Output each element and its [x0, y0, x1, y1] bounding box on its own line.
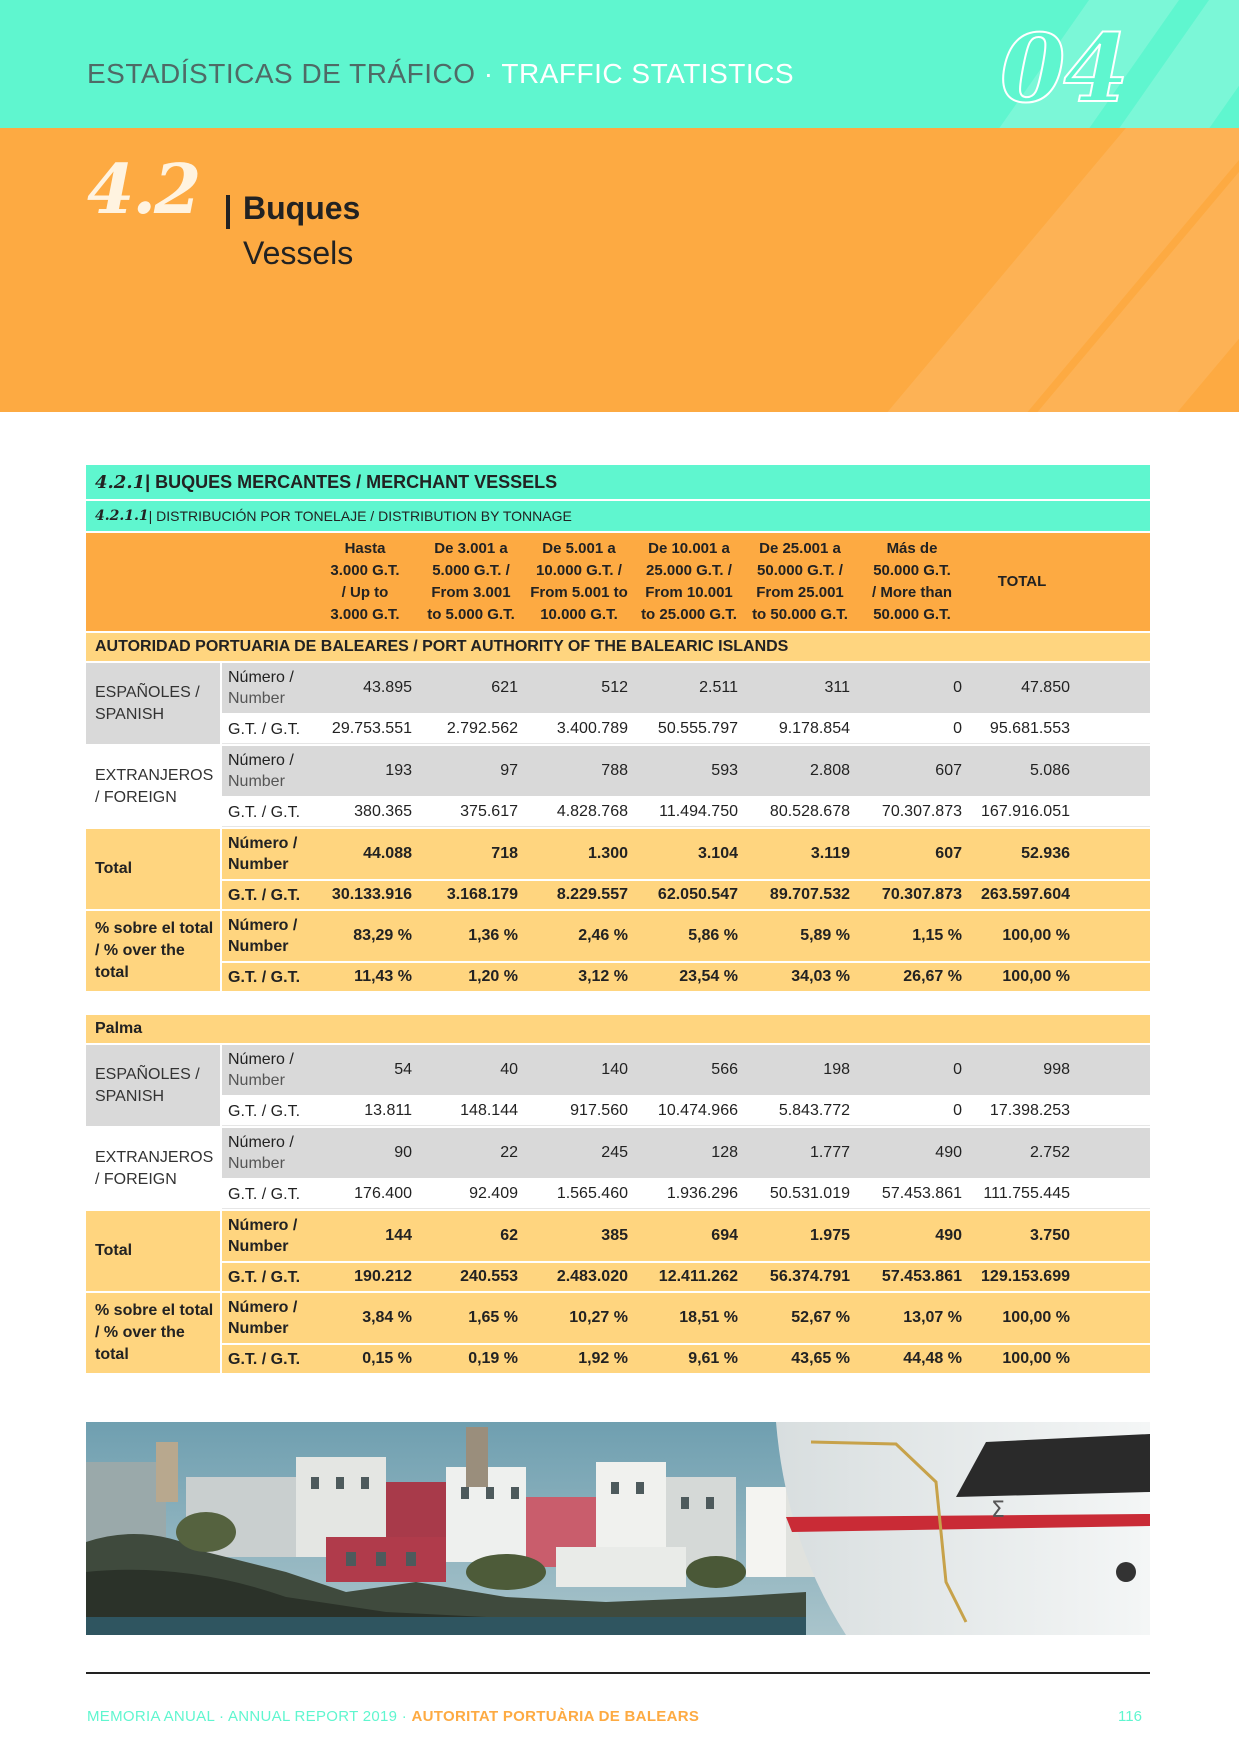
row-label	[222, 1049, 314, 1091]
table-cell: 80.528.678	[769, 803, 850, 820]
table-cell: 176.400	[354, 1185, 412, 1202]
table-cell: 512	[601, 679, 628, 696]
harbor-photo-illustration	[86, 1422, 1150, 1635]
column-header: Hasta 3.000 G.T. / Up to 3.000 G.T.	[330, 540, 400, 623]
table-cell: 566	[711, 1061, 738, 1078]
group-header: AUTORIDAD PORTUARIA DE BALEARES / PORT AUTHORITY OF THE BALEARIC ISLANDS	[86, 633, 1150, 661]
row-label-en: Number	[228, 1238, 289, 1255]
table-cell: 998	[1043, 1061, 1070, 1078]
table-cell: 0	[953, 720, 962, 737]
table-cell: 34,03 %	[791, 968, 850, 985]
table-cell: 70.307.873	[881, 886, 962, 903]
block-label-es: ESPAÑOLES /	[95, 1065, 200, 1083]
table-cell: 5,89 %	[800, 927, 850, 944]
column-header-row	[86, 533, 1150, 631]
table-cell: 57.453.861	[881, 1268, 962, 1285]
table-cell: 13,07 %	[903, 1309, 962, 1326]
table-cell: 111.755.445	[983, 1185, 1070, 1202]
table-cell: 29.753.551	[331, 720, 412, 737]
subsection-divider	[226, 195, 230, 229]
table-cell: 12.411.262	[658, 1268, 738, 1285]
table-cell: 380.365	[354, 803, 412, 820]
table-cell: 97	[500, 762, 518, 779]
table-cell: 2.792.562	[446, 720, 518, 737]
row-label	[222, 667, 314, 709]
row-label: G.T. / G.T.	[228, 1102, 301, 1120]
table-cell: 50.531.019	[769, 1185, 850, 1202]
table-cell: 607	[935, 845, 962, 862]
row-label	[222, 833, 314, 875]
section-title	[87, 58, 794, 90]
column-header: De 10.001 a 25.000 G.T. / From 10.001 to 25.000 G.T.	[641, 540, 737, 623]
table-cell: 2.808	[809, 762, 850, 779]
stats-table	[86, 465, 1150, 1373]
table-cell: 18,51 %	[679, 1309, 738, 1326]
summary-block	[86, 911, 1150, 991]
section-title-es: ESTADÍSTICAS DE TRÁFICO	[87, 58, 476, 89]
group-header: Palma	[86, 1015, 1150, 1043]
table-cell: 198	[823, 1061, 850, 1078]
table-cell: 10.474.966	[657, 1102, 738, 1119]
block-label	[86, 663, 220, 744]
table-cell: 9,61 %	[688, 1350, 738, 1367]
table-cell: 26,67 %	[903, 968, 962, 985]
number-row	[222, 911, 1150, 961]
table-cell: 788	[601, 762, 628, 779]
footer-rule	[86, 1672, 1150, 1674]
table-cell: 22	[500, 1144, 518, 1161]
table-cell: 13.811	[364, 1102, 412, 1119]
table-cell: 70.307.873	[881, 803, 962, 820]
table-cell: 3.168.179	[446, 886, 518, 903]
row-label-en: Number	[228, 1155, 285, 1172]
table-cell: 8.229.557	[556, 886, 628, 903]
table-cell: 148.144	[460, 1102, 518, 1119]
row-label	[222, 1215, 314, 1257]
table-cell: 1.936.296	[666, 1185, 738, 1202]
number-row	[222, 1293, 1150, 1343]
column-header: Más de 50.000 G.T. / More than 50.000 G.T.	[871, 540, 952, 623]
table-cell: 1,65 %	[468, 1309, 518, 1326]
table-cell: 54	[394, 1061, 412, 1078]
number-row	[222, 1128, 1150, 1178]
row-label-en: Number	[228, 1320, 289, 1337]
row-label: G.T. / G.T.	[228, 1268, 301, 1286]
table-cell: 1.975	[809, 1227, 850, 1244]
number-row	[222, 663, 1150, 713]
table-cell: 9.178.854	[778, 720, 850, 737]
data-block	[86, 1045, 1150, 1126]
table-cell: 30.133.916	[331, 886, 412, 903]
table-cell: 83,29 %	[353, 927, 412, 944]
gt-row	[222, 963, 1150, 991]
gt-row	[222, 715, 1150, 744]
table-cell: 263.597.604	[981, 886, 1070, 903]
row-label	[222, 1132, 314, 1174]
table-cell: 1,92 %	[578, 1350, 628, 1367]
row-label: G.T. / G.T.	[228, 1185, 301, 1203]
table-cell: 167.916.051	[981, 803, 1070, 820]
table-cell: 144	[385, 1227, 412, 1244]
table-cell: 11,43 %	[354, 968, 412, 985]
table-cell: 0	[953, 1102, 962, 1119]
row-label-es: Número /	[228, 1051, 294, 1068]
block-label-en: / FOREIGN	[95, 1170, 177, 1188]
block-label-es: EXTRANJEROS	[95, 1148, 214, 1166]
table-cell: 47.850	[1021, 679, 1070, 696]
table-cell: 1,36 %	[468, 927, 518, 944]
block-label-en: / FOREIGN	[95, 788, 177, 806]
gt-row	[222, 1097, 1150, 1126]
page-number: 116	[1118, 1708, 1142, 1725]
table-cell: 490	[935, 1144, 962, 1161]
row-label-es: Número /	[228, 752, 294, 769]
table-subtitle-text: | DISTRIBUCIÓN POR TONELAJE / DISTRIBUTION BY TONNAGE	[148, 508, 572, 524]
table-cell: 43.895	[363, 679, 412, 696]
row-label	[222, 915, 314, 957]
table-cell: 1.300	[587, 845, 628, 862]
data-block	[86, 663, 1150, 744]
row-label: G.T. / G.T.	[228, 886, 301, 904]
block-label-es: % sobre el total / % over the total	[95, 1302, 214, 1363]
table-cell: 3.119	[810, 845, 850, 862]
block-label-es: Total	[95, 1242, 133, 1259]
table-cell: 593	[711, 762, 738, 779]
row-label: G.T. / G.T.	[228, 803, 301, 821]
table-subtitle	[86, 501, 1150, 531]
table-body	[86, 633, 1150, 1373]
gt-row	[222, 1180, 1150, 1209]
title-separator: ·	[475, 58, 502, 89]
table-cell: 3,12 %	[578, 968, 628, 985]
table-cell: 2.752	[1029, 1144, 1070, 1161]
table-cell: 375.617	[460, 803, 518, 820]
number-row	[222, 746, 1150, 796]
footer-text	[87, 1708, 699, 1725]
row-label	[222, 750, 314, 792]
row-label-es: Número /	[228, 1217, 298, 1234]
block-label	[86, 1128, 220, 1209]
row-label-en: Number	[228, 690, 285, 707]
table-cell: 40	[500, 1061, 518, 1078]
gt-row	[222, 1263, 1150, 1291]
table-cell: 190.212	[354, 1268, 412, 1285]
table-cell: 100,00 %	[1002, 1350, 1070, 1367]
table-title	[86, 465, 1150, 499]
table-cell: 0	[953, 1061, 962, 1078]
group-spacer	[86, 991, 1150, 1013]
row-label-en: Number	[228, 773, 285, 790]
table-cell: 621	[491, 679, 518, 696]
block-label	[86, 1211, 220, 1291]
number-row	[222, 829, 1150, 879]
summary-block	[86, 1211, 1150, 1291]
table-cell: 52,67 %	[791, 1309, 850, 1326]
table-cell: 311	[824, 679, 850, 696]
data-block	[86, 746, 1150, 827]
summary-block	[86, 1293, 1150, 1373]
table-cell: 490	[935, 1227, 962, 1244]
table-cell: 3.104	[697, 845, 738, 862]
table-cell: 90	[394, 1144, 412, 1161]
table-subtitle-number: 4.2.1.1	[95, 508, 149, 524]
table-cell: 3.750	[1029, 1227, 1070, 1244]
row-label: G.T. / G.T.	[228, 720, 301, 738]
table-cell: 57.453.861	[881, 1185, 962, 1202]
table-cell: 2.483.020	[556, 1268, 628, 1285]
table-cell: 11.494.750	[659, 803, 738, 820]
table-cell: 5.843.772	[778, 1102, 850, 1119]
table-cell: 44,48 %	[903, 1350, 962, 1367]
table-cell: 607	[935, 762, 962, 779]
header-corner	[86, 533, 312, 631]
table-cell: 129.153.699	[981, 1268, 1070, 1285]
table-cell: 100,00 %	[1002, 968, 1070, 985]
block-label-es: EXTRANJEROS	[95, 766, 214, 784]
table-cell: 240.553	[460, 1268, 518, 1285]
table-cell: 4.828.768	[556, 803, 628, 820]
row-label-es: Número /	[228, 669, 294, 686]
table-title-text: | BUQUES MERCANTES / MERCHANT VESSELS	[145, 471, 558, 492]
table-cell: 52.936	[1021, 845, 1070, 862]
chapter-number: 04	[1000, 14, 1127, 124]
block-label-en: SPANISH	[95, 705, 165, 723]
subsection-number: 4.2	[87, 150, 200, 230]
subsection-title-es: Buques	[243, 190, 361, 226]
row-label-es: Número /	[228, 835, 298, 852]
table-cell: 128	[711, 1144, 738, 1161]
table-cell: 44.088	[363, 845, 412, 862]
block-label-es: Total	[95, 860, 133, 877]
table-cell: 5,86 %	[688, 927, 738, 944]
table-cell: 92.409	[469, 1185, 518, 1202]
table-title-number: 4.2.1	[95, 471, 146, 493]
row-label-es: Número /	[228, 1299, 298, 1316]
table-cell: 694	[711, 1227, 738, 1244]
table-cell: 140	[601, 1061, 628, 1078]
block-label-es: ESPAÑOLES /	[95, 683, 200, 701]
table-cell: 89.707.532	[769, 886, 850, 903]
table-cell: 23,54 %	[679, 968, 738, 985]
block-label	[86, 1045, 220, 1126]
table-cell: 43,65 %	[791, 1350, 850, 1367]
table-cell: 100,00 %	[1002, 927, 1070, 944]
gt-row	[222, 1345, 1150, 1373]
gt-row	[222, 881, 1150, 909]
column-header-total: TOTAL	[997, 573, 1047, 590]
harbor-photo	[86, 1422, 1150, 1635]
table-cell: 100,00 %	[1002, 1309, 1070, 1326]
summary-block	[86, 829, 1150, 909]
number-row	[222, 1211, 1150, 1261]
row-label-en: Number	[228, 938, 289, 955]
block-label-es: % sobre el total / % over the total	[95, 920, 214, 981]
table-cell: 5.086	[1029, 762, 1070, 779]
table-cell: 62.050.547	[657, 886, 738, 903]
table-cell: 245	[601, 1144, 628, 1161]
table-cell: 10,27 %	[569, 1309, 628, 1326]
table-cell: 56.374.791	[769, 1268, 850, 1285]
table-cell: 0,15 %	[362, 1350, 412, 1367]
number-row	[222, 1045, 1150, 1095]
section-title-en: TRAFFIC STATISTICS	[501, 58, 795, 89]
row-label-en: Number	[228, 1072, 285, 1089]
table-cell: 1.565.460	[556, 1185, 628, 1202]
row-label-es: Número /	[228, 1134, 294, 1151]
row-label	[222, 1297, 314, 1339]
table-cell: 2.511	[699, 679, 738, 696]
subsection-title-en: Vessels	[243, 235, 354, 271]
table-cell: 1.777	[809, 1144, 850, 1161]
data-block	[86, 1128, 1150, 1209]
table-cell: 3,84 %	[362, 1309, 412, 1326]
table-cell: 62	[500, 1227, 518, 1244]
table-cell: 95.681.553	[989, 720, 1070, 737]
block-label	[86, 746, 220, 827]
block-label	[86, 1293, 220, 1373]
row-label: G.T. / G.T.	[228, 1350, 301, 1368]
table-cell: 2,46 %	[578, 927, 628, 944]
column-header: De 5.001 a 10.000 G.T. / From 5.001 to 10.000 G.T.	[530, 540, 628, 623]
column-header: De 3.001 a 5.000 G.T. / From 3.001 to 5.000 G.T.	[427, 540, 515, 623]
svg-text:Σ: Σ	[991, 1498, 1005, 1523]
table-cell: 718	[491, 845, 518, 862]
table-cell: 0,19 %	[468, 1350, 518, 1367]
table-cell: 385	[601, 1227, 628, 1244]
table-cell: 1,20 %	[468, 968, 518, 985]
block-label	[86, 829, 220, 909]
table-cell: 193	[385, 762, 412, 779]
row-label-en: Number	[228, 856, 289, 873]
table-cell: 50.555.797	[657, 720, 738, 737]
table-cell: 1,15 %	[912, 927, 962, 944]
footer-report-label: MEMORIA ANUAL · ANNUAL REPORT 2019 ·	[87, 1708, 412, 1725]
footer-organization: AUTORITAT PORTUÀRIA DE BALEARS	[411, 1708, 700, 1725]
column-header: De 25.001 a 50.000 G.T. / From 25.001 to 50.000 G.T.	[752, 540, 848, 623]
gt-row	[222, 798, 1150, 827]
block-label-en: SPANISH	[95, 1087, 165, 1105]
row-label-es: Número /	[228, 917, 298, 934]
table-cell: 3.400.789	[556, 720, 628, 737]
row-label: G.T. / G.T.	[228, 968, 301, 986]
table-cell: 0	[953, 679, 962, 696]
block-label	[86, 911, 220, 991]
table-cell: 17.398.253	[989, 1102, 1070, 1119]
table-cell: 917.560	[570, 1102, 628, 1119]
